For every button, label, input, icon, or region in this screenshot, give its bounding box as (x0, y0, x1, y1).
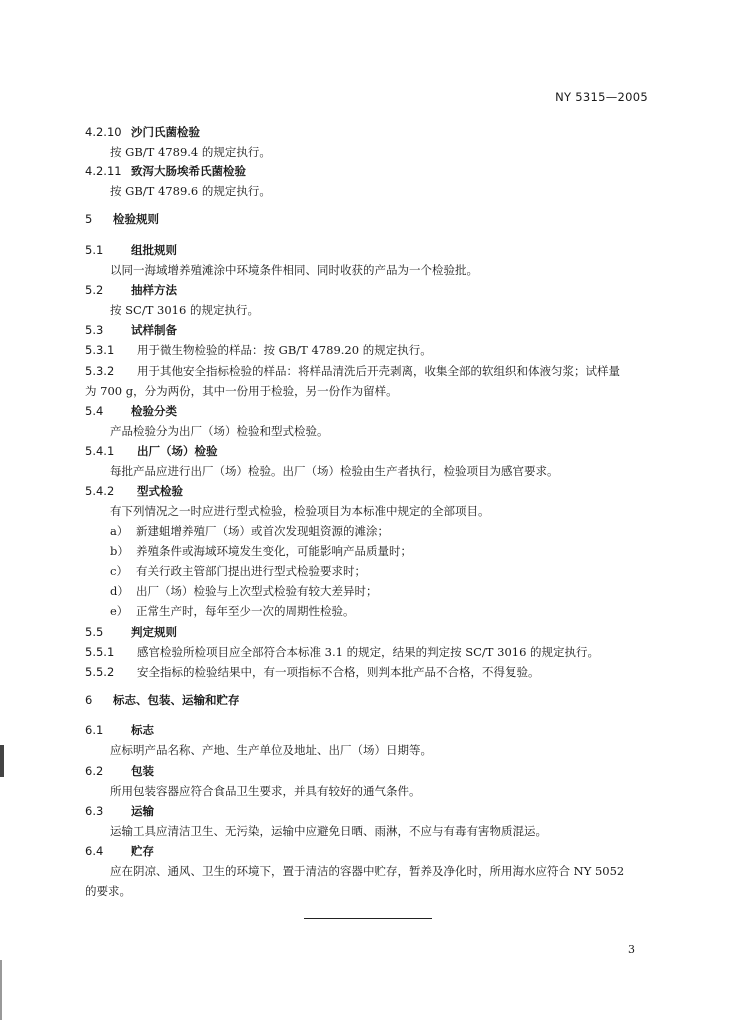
section-title: 检验分类 (131, 404, 177, 418)
list-text: 出厂（场）检验与上次型式检验有较大差异时； (136, 584, 378, 598)
section-number: 6.3 (85, 804, 104, 818)
list-text: 养殖条件或海域环境发生变化，可能影响产品质量时； (136, 544, 412, 558)
paragraph: 按 SC/T 3016 的规定执行。 (110, 303, 259, 317)
section-title: 沙门氏菌检验 (131, 125, 200, 139)
paragraph: 所用包装容器应符合食品卫生要求，并具有较好的通气条件。 (110, 784, 421, 798)
chapter-number: 5 (85, 212, 93, 226)
section-title: 出厂（场）检验 (137, 444, 218, 458)
section-heading (85, 803, 154, 819)
paragraph: 按 GB/T 4789.4 的规定执行。 (110, 145, 271, 159)
chapter-number: 6 (85, 693, 93, 707)
section-number: 5.5 (85, 625, 104, 639)
chapter-title: 检验规则 (113, 212, 159, 226)
clause-number: 5.5.1 (85, 645, 115, 659)
chapter-heading (85, 692, 240, 708)
section-heading (85, 624, 177, 640)
clause-text: 用于其他安全指标检验的样品：将样品清洗后开壳剥离，收集全部的软组织和体液匀浆；试样量 (137, 364, 620, 378)
section-number: 5.4.2 (85, 484, 115, 498)
scan-edge-mark (0, 960, 2, 1020)
section-title: 运输 (131, 804, 154, 818)
section-title: 贮存 (131, 844, 154, 858)
clause (85, 342, 432, 358)
section-number: 4.2.10 (85, 125, 122, 139)
paragraph-continuation: 的要求。 (85, 884, 131, 898)
section-number: 5.4.1 (85, 444, 115, 458)
list-label: d） (110, 584, 129, 598)
clause-number: 5.3.2 (85, 364, 115, 378)
section-heading (85, 124, 200, 140)
list-item (110, 563, 366, 579)
section-heading (85, 163, 246, 179)
section-heading (85, 483, 183, 499)
section-number: 5.3 (85, 323, 104, 337)
section-number: 6.2 (85, 764, 104, 778)
paragraph: 运输工具应清洁卫生、无污染，运输中应避免日晒、雨淋，不应与有毒有害物质混运。 (110, 824, 547, 838)
standard-code: NY 5315—2005 (555, 90, 648, 104)
section-heading (85, 403, 177, 419)
section-number: 5.1 (85, 243, 104, 257)
section-title: 判定规则 (131, 625, 177, 639)
clause (85, 363, 620, 379)
section-number: 6.1 (85, 723, 104, 737)
list-text: 有关行政主管部门提出进行型式检验要求时； (136, 564, 366, 578)
end-rule (304, 918, 432, 919)
paragraph: 应在阴凉、通风、卫生的环境下，置于清洁的容器中贮存，暂养及净化时，所用海水应符合 NY 5052 (110, 864, 625, 878)
clause (85, 644, 599, 660)
list-label: c） (110, 564, 128, 578)
section-number: 6.4 (85, 844, 104, 858)
section-heading (85, 282, 177, 298)
section-title: 抽样方法 (131, 283, 177, 297)
list-label: b） (110, 544, 129, 558)
section-number: 5.4 (85, 404, 104, 418)
section-heading (85, 322, 177, 338)
list-label: a） (110, 524, 129, 538)
paragraph: 产品检验分为出厂（场）检验和型式检验。 (110, 424, 329, 438)
section-heading (85, 763, 154, 779)
paragraph: 每批产品应进行出厂（场）检验。出厂（场）检验由生产者执行，检验项目为感官要求。 (110, 464, 559, 478)
list-item (110, 543, 412, 559)
section-number: 4.2.11 (85, 164, 122, 178)
section-title: 试样制备 (131, 323, 177, 337)
paragraph-continuation: 为 700 g，分为两份，其中一份用于检验，另一份作为留样。 (85, 384, 398, 398)
section-title: 包装 (131, 764, 154, 778)
list-label: e） (110, 604, 129, 618)
section-heading (85, 722, 154, 738)
list-item (110, 603, 355, 619)
section-title: 标志 (131, 723, 154, 737)
section-number: 5.2 (85, 283, 104, 297)
paragraph: 以同一海域增养殖滩涂中环境条件相同、同时收获的产品为一个检验批。 (110, 263, 478, 277)
scan-edge-mark (0, 745, 4, 777)
chapter-title: 标志、包装、运输和贮存 (113, 693, 240, 707)
paragraph: 有下列情况之一时应进行型式检验，检验项目为本标准中规定的全部项目。 (110, 504, 490, 518)
clause (85, 664, 540, 680)
page-number: 3 (628, 943, 635, 956)
clause-text: 感官检验所检项目应全部符合本标准 3.1 的规定，结果的判定按 SC/T 3016 的规定执行。 (137, 645, 600, 659)
list-text: 新建蛆增养殖厂（场）或首次发现蛆资源的滩涂； (136, 524, 389, 538)
section-title: 组批规则 (131, 243, 177, 257)
clause-number: 5.5.2 (85, 665, 115, 679)
paragraph: 按 GB/T 4789.6 的规定执行。 (110, 184, 271, 198)
clause-text: 安全指标的检验结果中，有一项指标不合格，则判本批产品不合格，不得复验。 (137, 665, 540, 679)
chapter-heading (85, 211, 159, 227)
section-heading (85, 443, 218, 459)
list-item (110, 583, 378, 599)
section-title: 致泻大肠埃希氏菌检验 (131, 164, 246, 178)
list-item (110, 523, 389, 539)
paragraph: 应标明产品名称、产地、生产单位及地址、出厂（场）日期等。 (110, 743, 432, 757)
clause-text: 用于微生物检验的样品：按 GB/T 4789.20 的规定执行。 (137, 343, 432, 357)
section-heading (85, 843, 154, 859)
clause-number: 5.3.1 (85, 343, 115, 357)
section-heading (85, 242, 177, 258)
section-title: 型式检验 (137, 484, 183, 498)
list-text: 正常生产时，每年至少一次的周期性检验。 (136, 604, 355, 618)
